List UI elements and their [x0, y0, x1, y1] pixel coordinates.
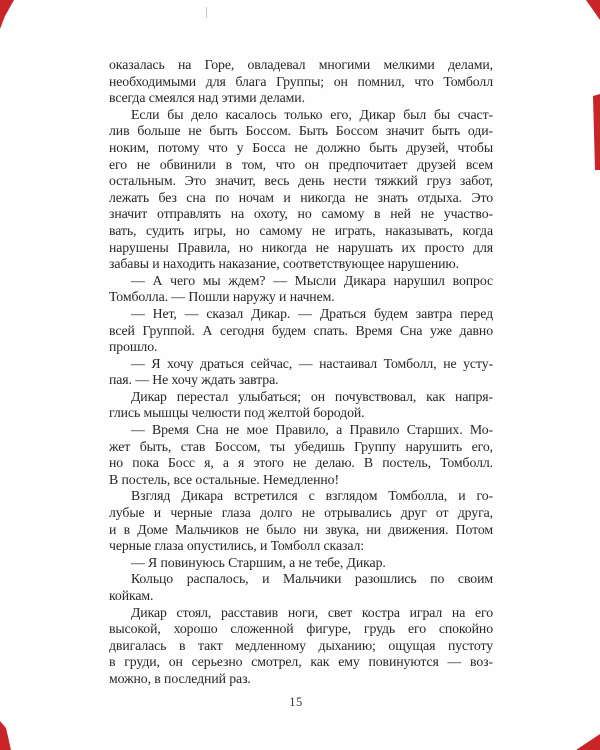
text-line: черные глаза опустились, и Томболл сказал:	[109, 538, 364, 554]
text-line: прошло.	[109, 339, 158, 355]
text-line: двигалась в такт медленному дыханию; ощущая пустоту	[109, 637, 493, 653]
text-line: всей Группой. А сегодня будем спать. Время Сна уже давно	[109, 322, 493, 338]
text-line: Если бы дело касалось только его, Дикар был бы счаст-	[131, 106, 493, 122]
cover-edge-bottom-left	[0, 721, 11, 750]
text-line: Дикар стоял, расставив ноги, свет костра играл на его	[131, 604, 493, 620]
text-line: Дикар перестал улыбаться; он почувствовал, как напря-	[131, 388, 493, 404]
text-line: ноким, потому что у Босса не должно быть друзей, чтобы	[109, 139, 493, 155]
text-line: — Время Сна не мое Правило, а Правило Старших. Мо-	[131, 422, 493, 438]
text-line: оказалась на Горе, овладевал многими мелкими делами,	[109, 57, 493, 72]
text-line: но пока Босс я, а я этого не делаю. В постель, Томболл.	[109, 455, 493, 471]
text-line: — Я повинуюсь Старшим, а не тебе, Дикар.	[131, 554, 386, 570]
text-line: его не обвинили в том, что он предпочитает друзей всем	[109, 156, 493, 172]
text-line: — Нет, — сказал Дикар. — Драться будем завтра перед	[131, 305, 493, 321]
scan-artifact	[206, 7, 207, 18]
text-line: лежать без сна по ночам и никогда не знать отдыха. Это	[109, 189, 493, 205]
text-line: остальным. Это значит, весь день нести тяжкий груз забот,	[109, 173, 493, 189]
text-line: забавы и находить наказание, соответствующее нарушению.	[109, 256, 459, 272]
cover-edge-bottom-right	[576, 734, 600, 750]
text-line: глись мышцы челюсти под желтой бородой.	[109, 405, 365, 421]
text-line: лубые и черные глаза долго не отрывались друг от друга,	[109, 505, 493, 521]
text-line: Взгляд Дикара встретился с взглядом Томболла, и го-	[131, 488, 493, 504]
text-line: койкам.	[109, 588, 154, 603]
text-line: — А чего мы ждем? — Мысли Дикара нарушил вопрос	[131, 272, 493, 288]
text-line: — Я хочу драться сейчас, — настаивал Томболл, не усту-	[131, 355, 493, 371]
text-line: в груди, он серьезно смотрел, как ему повинуются — воз-	[109, 654, 493, 670]
text-line: вать, судить игры, но самому не играть, наказывать, когда	[109, 222, 493, 238]
text-line: пая. — Не хочу ждать завтра.	[109, 372, 279, 388]
text-line: Томболла. — Пошли наружу и начнем.	[109, 289, 335, 305]
text-line: необходимыми для блага Группы; он помнил, что Томболл	[109, 73, 493, 89]
text-line: лив больше не быть Боссом. Быть Боссом значит быть оди-	[109, 123, 493, 139]
page-number: 15	[289, 695, 303, 709]
text-line: В постель, все остальные. Немедленно!	[109, 471, 339, 487]
cover-edge-top-right	[586, 0, 600, 20]
text-line: всегда смеялся над этими делами.	[109, 90, 305, 106]
cover-edge-right	[593, 94, 600, 170]
text-line: можно, в последний раз.	[109, 670, 251, 686]
text-line: жет быть, став Боссом, ты убедишь Группу нарушить его,	[109, 438, 493, 454]
text-line: значит отправлять на охоту, но самому в ней не участво-	[109, 206, 493, 222]
text-line: Кольцо распалось, и Мальчики разошлись по своим	[131, 571, 493, 587]
cover-edge-top-left	[0, 0, 14, 29]
text-line: нарушены Правила, но никогда не нарушать их просто для	[109, 239, 493, 255]
text-line: высокой, хорошо сложенной фигуре, грудь его спокойно	[109, 621, 493, 637]
text-block	[109, 57, 493, 688]
text-line: и в Доме Мальчиков не было ни звука, ни движения. Потом	[109, 521, 493, 537]
